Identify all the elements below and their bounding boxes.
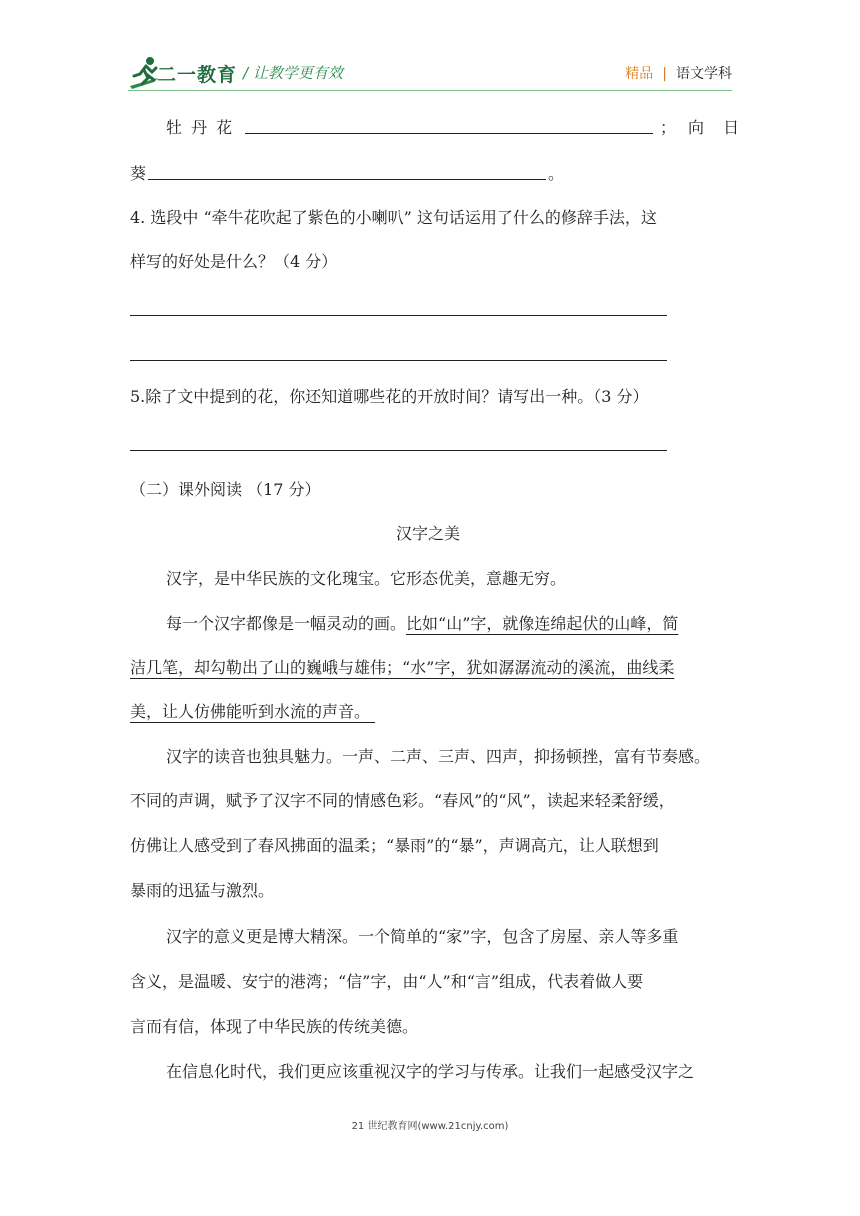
p2-plain-text: 每一个汉字都像是一幅灵动的画。 <box>166 614 407 633</box>
article-paragraph-2-line3: 美，让人仿佛能听到水流的声音。 <box>130 702 376 721</box>
p2-underlined-text-1: 比如“山”字，就像连绵起伏的山峰，简 <box>406 614 679 633</box>
header-subject <box>625 63 732 83</box>
semicolon: ； <box>660 118 677 137</box>
q4-text-line1: 4. 选段中 “牵牛花吹起了紫色的小喇叭” 这句话运用了什么的修辞手法，这 <box>130 208 657 227</box>
subject-label: 语文学科 <box>676 66 732 82</box>
header-divider: | <box>662 66 667 82</box>
article-paragraph-2-line2: 洁几笔，却勾勒出了山的巍峨与雄伟；“水”字，犹如潺潺流动的溪流，曲线柔 <box>130 658 675 677</box>
article-paragraph-1: 汉字，是中华民族的文化瑰宝。它形态优美，意趣无穷。 <box>166 569 567 588</box>
article-paragraph-2-line1 <box>166 612 678 636</box>
sunflower-label-b: 葵 <box>130 164 147 183</box>
article-paragraph-4-line1: 汉字的意义更是博大精深。一个简单的“家”字，包含了房屋、亲人等多重 <box>166 927 679 946</box>
article-paragraph-3-line4: 暴雨的迅猛与激烈。 <box>130 881 275 900</box>
article-paragraph-4-line3: 言而有信，体现了中华民族的传统美德。 <box>130 1017 419 1036</box>
slogan-text: 让教学更有效 <box>252 64 343 82</box>
article-paragraph-3-line2: 不同的声调，赋予了汉字不同的情感色彩。“春风”的“风”，读起来轻柔舒缓， <box>130 791 675 810</box>
section-heading: （二）课外阅读 （17 分） <box>130 480 321 499</box>
page-footer: 21 世纪教育网(www.21cnjy.com) <box>351 1121 509 1132</box>
article-paragraph-4-line2: 含义，是温暖、安宁的港湾；“信”字，由“人”和“言”组成，代表着做人要 <box>130 972 644 991</box>
peony-answer-blank[interactable] <box>245 133 653 134</box>
page-header <box>0 0 860 100</box>
sunflower-answer-blank[interactable] <box>148 179 546 180</box>
q5-text: 5.除了文中提到的花，你还知道哪些花的开放时间？请写出一种。（3 分） <box>130 387 649 406</box>
header-rule <box>128 90 732 91</box>
sunflower-label-a: 向 日 <box>688 118 740 137</box>
peony-label: 牡 丹 花 <box>166 118 235 137</box>
q4-answer-line-1[interactable] <box>130 315 667 316</box>
slogan: / 让教学更有效 <box>243 64 343 82</box>
article-paragraph-3-line3: 仿佛让人感受到了春风拂面的温柔；“暴雨”的“暴”，声调高亢，让人联想到 <box>130 836 659 855</box>
q4-text-line2: 样写的好处是什么？（4 分） <box>130 252 338 271</box>
article-title: 汉字之美 <box>396 524 461 543</box>
article-paragraph-3-line1: 汉字的读音也独具魅力。一声、二声、三声、四声，抑扬顿挫，富有节奏感。 <box>166 747 711 766</box>
article-paragraph-5-line1: 在信息化时代，我们更应该重视汉字的学习与传承。让我们一起感受汉字之 <box>166 1062 695 1081</box>
logo-text: 二一教育 <box>157 64 238 86</box>
q4-answer-line-2[interactable] <box>130 360 667 361</box>
quality-badge: 精品 <box>625 66 654 82</box>
period: 。 <box>548 164 565 183</box>
q5-answer-line[interactable] <box>130 450 667 451</box>
